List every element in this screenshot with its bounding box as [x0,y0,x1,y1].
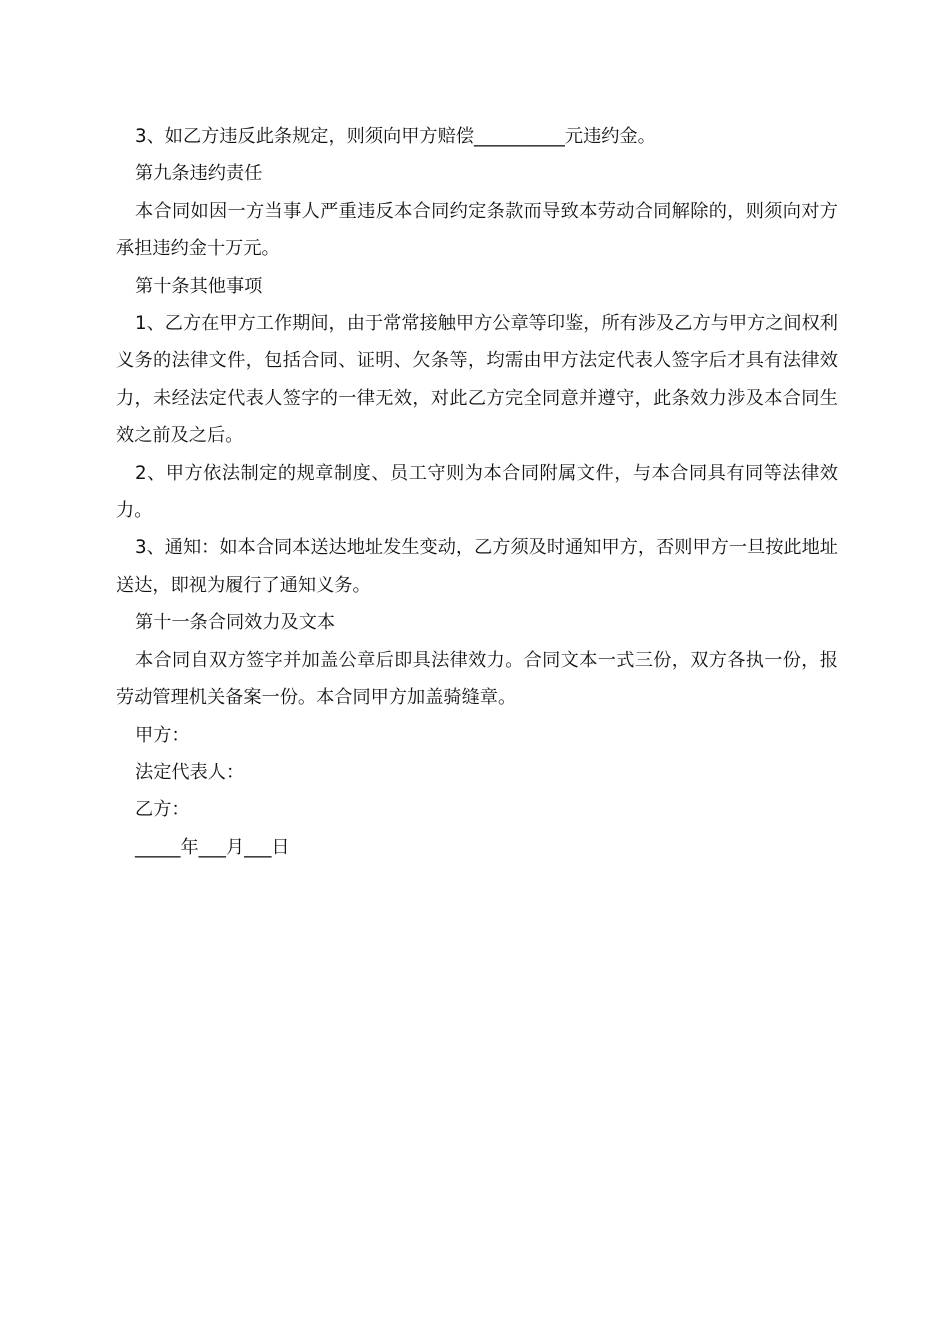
article-9-text: 本合同如因一方当事人严重违反本合同约定条款而导致本劳动合同解除的，则须向对方承担违约金十万元。 [116,200,838,260]
article-9-heading: 第九条违约责任 [135,163,263,185]
article-10-heading: 第十条其他事项 [135,275,263,297]
signing-date-line: _____年___月___日 [135,836,290,858]
article-10-item-2: 2、甲方依法制定的规章制度、员工守则为本合同附属文件，与本合同具有同等法律效力。 [116,462,838,522]
article-11-text: 本合同自双方签字并加盖公章后即具法律效力。合同文本一式三份，双方各执一份，报劳动管理机关备案一份。本合同甲方加盖骑缝章。 [116,649,838,709]
party-b-signature-label: 乙方： [135,799,190,821]
article-10-item-3: 3、通知：如本合同本送达地址发生变动，乙方须及时通知甲方，否则甲方一旦按此地址送达，即视为履行了通知义务。 [116,537,838,596]
clause-8-item-3: 3、如乙方违反此条规定，则须向甲方赔偿__________元违约金。 [135,126,656,147]
article-10-item-1: 1、乙方在甲方工作期间，由于常常接触甲方公章等印鉴，所有涉及乙方与甲方之间权利义务的法律文件，包括合同、证明、欠条等，均需由甲方法定代表人签字后才具有法律效力，未经法定代表人签字的一律无效，对此乙方完全同意并遵守，此条效力涉及本合同生效之前及之后。 [116,313,838,447]
party-a-signature-label: 甲方： [135,724,190,746]
article-11-heading: 第十一条合同效力及文本 [135,612,336,634]
document-body [116,118,838,866]
legal-representative-label: 法定代表人： [135,761,245,783]
